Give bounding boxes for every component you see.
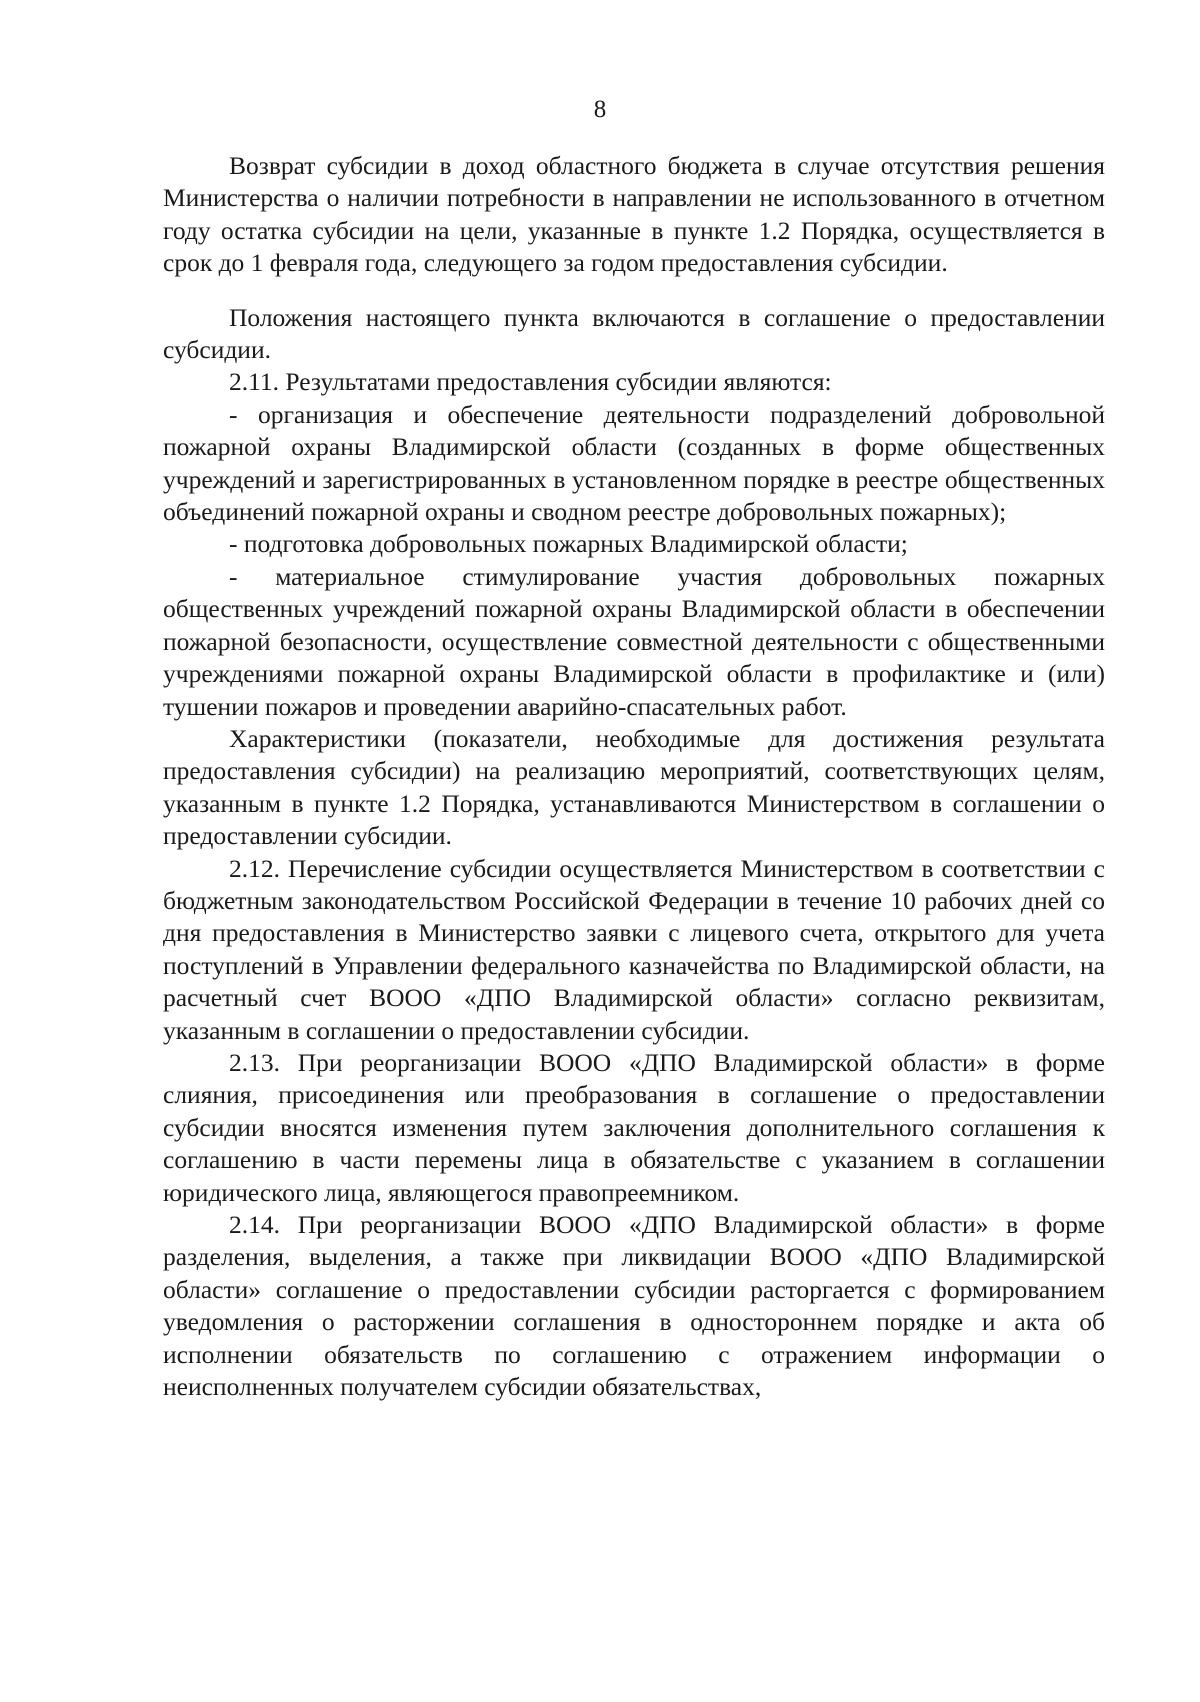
paragraph-result-organization: - организация и обеспечение деятельности подразделений добровольной пожарной охраны Владимирской области (созданных в форме общественных учреждений и зарегистрированных в установленном порядке в реестре общественных объединений пожарной охраны и сводном реестре добровольных пожарных);	[163, 399, 1105, 527]
paragraph-result-training: - подготовка добровольных пожарных Владимирской области;	[229, 529, 908, 559]
paragraph-characteristics: Характеристики (показатели, необходимые для достижения результата предоставления субсидии) на реализацию мероприятий, соответствующих целям, указанным в пункте 1.2 Порядка, устанавливаются Министерством в соглашении о предоставлении субсидии.	[163, 723, 1105, 851]
page-number: 8	[593, 96, 607, 123]
paragraph-result-stimulation: - материальное стимулирование участия добровольных пожарных общественных учреждений пожарной охраны Владимирской области в обеспечении пожарной безопасности, осуществление совместной деятельности с общественными учреждениями пожарной охраны Владимирской области в профилактике и (или) тушении пожаров и проведении аварийно-спасательных работ.	[163, 561, 1105, 721]
paragraph-2-11-heading: 2.11. Результатами предоставления субсидии являются:	[229, 367, 832, 397]
paragraph-agreement-inclusion: Положения настоящего пункта включаются в соглашение о предоставлении субсидии.	[163, 302, 1105, 365]
paragraph-2-14-reorganization: 2.14. При реорганизации ВООО «ДПО Владимирской области» в форме разделения, выделения, а также при ликвидации ВООО «ДПО Владимирской области» соглашение о предоставлении субсидии расторгается с формированием уведомления о расторжении соглашения в одностороннем порядке и акта об исполнении обязательств по соглашению с отражением информации о неисполненных получателем субсидии обязательствах,	[163, 1210, 1105, 1402]
paragraph-2-13-reorganization: 2.13. При реорганизации ВООО «ДПО Владимирской области» в форме слияния, присоединения или преобразования в соглашение о предоставлении субсидии вносятся изменения путем заключения дополнительного соглашения к соглашению в части перемены лица в обязательстве с указанием в соглашении юридического лица, являющегося правопреемником.	[163, 1047, 1105, 1207]
document-body	[163, 150, 1105, 1403]
paragraph-subsidy-return: Возврат субсидии в доход областного бюджета в случае отсутствия решения Министерства о наличии потребности в направлении не использованного в отчетном году остатка субсидии на цели, указанные в пункте 1.2 Порядка, осуществляется в срок до 1 февраля года, следующего за годом предоставления субсидии.	[163, 151, 1105, 278]
paragraph-2-12-transfer: 2.12. Перечисление субсидии осуществляется Министерством в соответствии с бюджетным законодательством Российской Федерации в течение 10 рабочих дней со дня предоставления в Министерство заявки с лицевого счета, открытого для учета поступлений в Управлении федерального казначейства по Владимирской области, на расчетный счет ВООО «ДПО Владимирской области» согласно реквизитам, указанным в соглашении о предоставлении субсидии.	[163, 853, 1105, 1045]
